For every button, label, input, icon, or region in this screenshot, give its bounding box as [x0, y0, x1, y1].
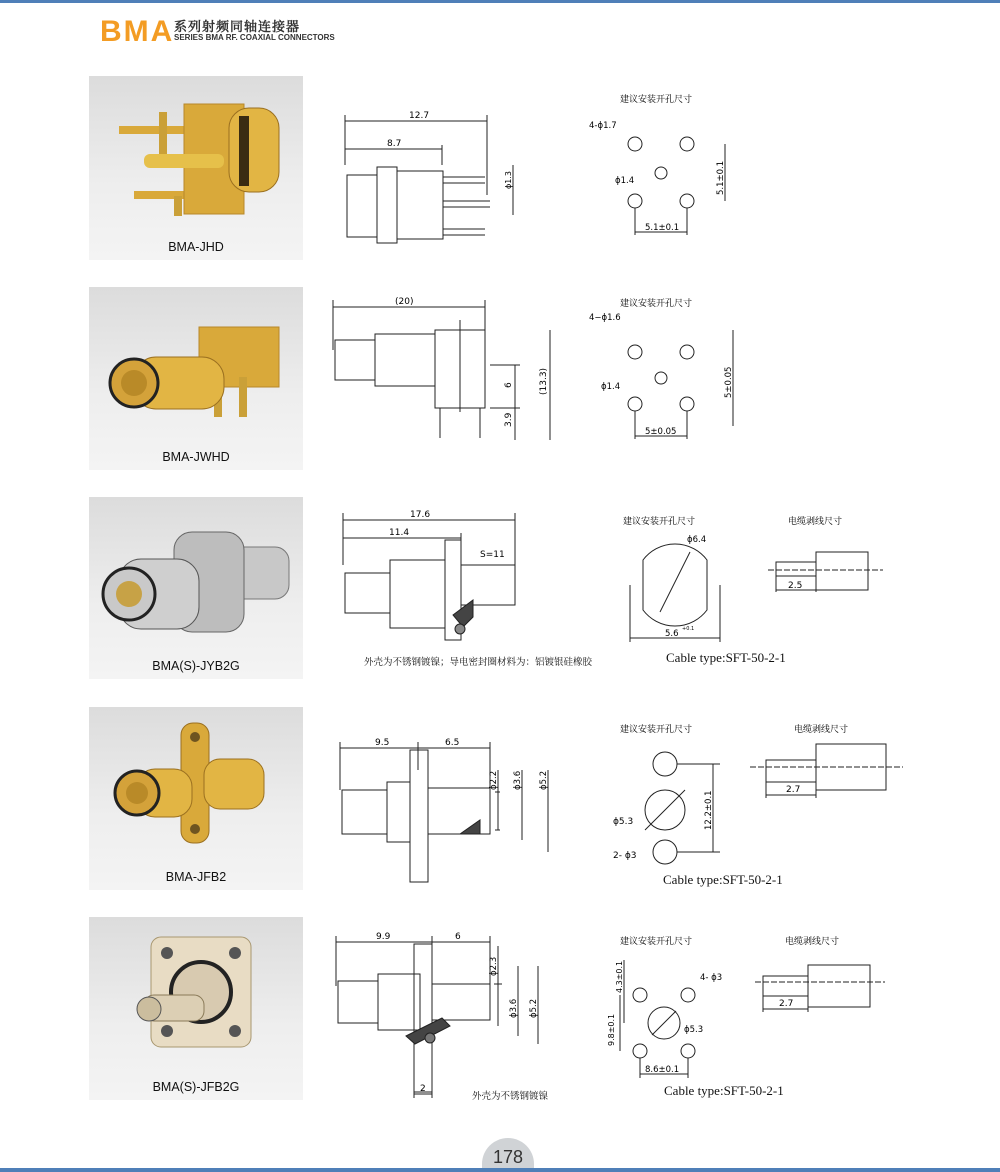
center-hole-label: ϕ5.3 — [684, 1025, 704, 1035]
hole-width-tolerance: +0.1 — [682, 626, 695, 632]
bottom-rule — [0, 1168, 1000, 1172]
hole-title: 建议安装开孔尺寸 — [620, 299, 693, 309]
dim-a: 6 — [504, 382, 514, 388]
center-hole-label: ϕ1.4 — [615, 176, 635, 186]
strip-diagram-bma-jfb2 — [748, 720, 908, 805]
hole-pattern-bma-jhd — [585, 90, 745, 240]
dim-c: (13.3) — [539, 367, 549, 395]
hole-title: 建议安装开孔尺寸 — [620, 95, 693, 105]
v-spacing: 5±0.05 — [724, 366, 734, 398]
dim-length: (20) — [395, 297, 414, 307]
top-rule — [0, 0, 1000, 3]
cable-type: Cable type:SFT-50-2-1 — [663, 872, 783, 887]
hole-pattern-bma-s-jyb2g — [615, 512, 735, 647]
product-photo-bma-s-jyb2g — [89, 497, 303, 679]
dim-d2: ϕ3.6 — [513, 770, 523, 790]
dim-d1: ϕ2.3 — [489, 956, 499, 976]
dimension-drawing-bma-s-jyb2g — [325, 505, 535, 645]
strip-title: 电缆剥线尺寸 — [785, 937, 840, 947]
dimension-drawing-bma-jfb2 — [330, 730, 560, 890]
material-note: 外壳为不锈钢镀镍 — [472, 1091, 549, 1102]
h-spacing: 5±0.05 — [645, 427, 677, 437]
dim-a: 9.5 — [375, 738, 390, 748]
connector-render — [89, 287, 303, 470]
connector-render — [89, 917, 303, 1100]
strip-title: 电缆剥线尺寸 — [794, 725, 849, 735]
v-spacing: 5.1±0.1 — [716, 160, 726, 195]
dim-length-2: 8.7 — [387, 139, 402, 149]
dim-a: 9.9 — [376, 932, 391, 942]
center-hole-label: ϕ1.4 — [601, 382, 621, 392]
series-title-cn: 系列射频同轴连接器 — [174, 20, 301, 35]
connector-render — [89, 497, 303, 679]
dim-b: 6 — [455, 932, 461, 942]
cable-type: Cable type:SFT-50-2-1 — [666, 650, 786, 665]
material-note: 外壳为不锈钢镀镍；导电密封圈材料为：铝镀银硅橡胶 — [364, 657, 593, 668]
dim-d2: ϕ3.6 — [509, 998, 519, 1018]
v-spacing-1: 4.3±0.1 — [615, 960, 624, 993]
v-spacing: 12.2±0.1 — [704, 790, 714, 830]
product-name: BMA-JWHD — [162, 450, 230, 464]
series-title-en: SERIES BMA RF. COAXIAL CONNECTORS — [174, 33, 335, 42]
product-name: BMA(S)-JYB2G — [152, 659, 240, 673]
connector-render — [89, 76, 303, 260]
dim-d1: ϕ2.2 — [489, 770, 499, 790]
connector-render — [89, 707, 303, 890]
hole-pattern-bma-jwhd — [585, 294, 745, 444]
strip-length: 2.7 — [779, 999, 794, 1009]
hole-pattern-bma-s-jfb2g — [600, 930, 740, 1080]
product-photo-bma-jwhd — [89, 287, 303, 470]
hole-count-label: 4- ϕ3 — [700, 973, 723, 983]
dim-length-2: 11.4 — [389, 528, 410, 538]
hole-diameter: ϕ6.4 — [687, 535, 707, 545]
strip-length: 2.5 — [788, 581, 803, 591]
product-photo-bma-s-jfb2g — [89, 917, 303, 1100]
hole-title: 建议安装开孔尺寸 — [620, 725, 693, 735]
dimension-drawing-bma-jhd — [325, 105, 525, 255]
dim-length: 17.6 — [410, 510, 431, 520]
product-name: BMA(S)-JFB2G — [152, 1080, 240, 1094]
v-spacing-2: 9.8±0.1 — [607, 1013, 616, 1046]
dim-length: 12.7 — [409, 111, 430, 121]
hole-title: 建议安装开孔尺寸 — [623, 517, 696, 527]
brand-logo: BMA — [100, 15, 175, 48]
page-number: 178 — [492, 1147, 524, 1167]
h-spacing: 8.6±0.1 — [645, 1065, 680, 1075]
strip-title: 电缆剥线尺寸 — [788, 517, 843, 527]
dim-wrench: S=11 — [480, 550, 505, 560]
dim-flange: 2 — [420, 1084, 426, 1094]
dimension-drawing-bma-jwhd — [325, 290, 565, 450]
hole-pattern-bma-jfb2 — [605, 720, 735, 870]
dim-d3: ϕ5.2 — [539, 770, 549, 790]
dim-b: 6.5 — [445, 738, 460, 748]
dim-d3: ϕ5.2 — [529, 998, 539, 1018]
dim-b: 3.9 — [504, 412, 514, 427]
hole-width: 5.6 — [665, 629, 679, 639]
h-spacing: 5.1±0.1 — [645, 223, 680, 233]
hole-count-label: 4−ϕ1.6 — [589, 313, 621, 323]
center-hole-label: ϕ5.3 — [613, 817, 634, 827]
hole-title: 建议安装开孔尺寸 — [620, 937, 693, 947]
cable-type: Cable type:SFT-50-2-1 — [664, 1083, 784, 1098]
strip-diagram-bma-s-jfb2g — [755, 930, 895, 1015]
dimension-drawing-bma-s-jfb2g — [330, 926, 550, 1101]
product-photo-bma-jfb2 — [89, 707, 303, 890]
strip-diagram-bma-s-jyb2g — [768, 512, 888, 597]
product-name: BMA-JFB2 — [165, 870, 227, 884]
product-photo-bma-jhd — [89, 76, 303, 260]
dim-diameter: ϕ1.3 — [504, 171, 513, 189]
strip-length: 2.7 — [786, 785, 801, 795]
hole-count-label: 4-ϕ1.7 — [589, 121, 617, 131]
product-name: BMA-JHD — [168, 240, 224, 254]
hole-count-label: 2- ϕ3 — [613, 851, 637, 861]
